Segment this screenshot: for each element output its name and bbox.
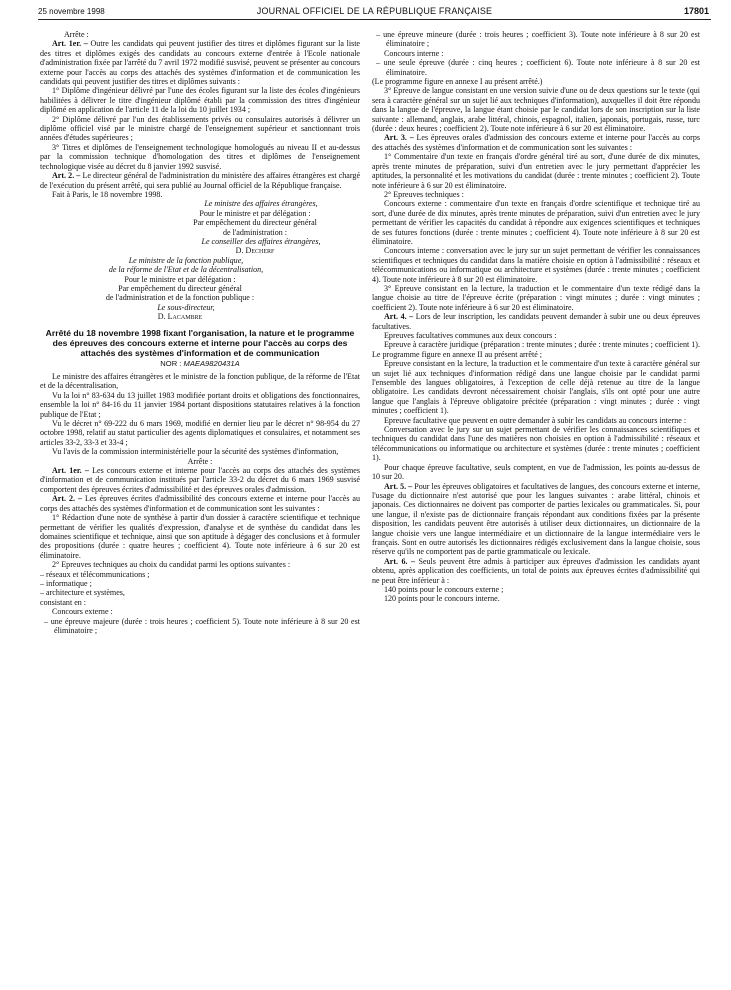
visa: Vu l'avis de la commission interministérielle pour la sécurité des systèmes d'information,	[52, 447, 339, 457]
decree-title: Arrêté du 18 novembre 1998 fixant l'organisation, la nature et le programme des épreuves des concours externe et interne pour l'accès au corps des attachés des systèmes d'information et de communication	[45, 327, 355, 358]
signature-line: Le ministre de la fonction publique,	[128, 255, 244, 265]
visa: Vu le décret n° 69-222 du 6 mars 1969, modifié en dernier lieu par le décret n° 98-954 du 27 octobre 1998, relatif au statut particulier des agents diplomatiques et consulaires, et notamment ses articles 33-2, 33-3 et 33-4 ;	[40, 419, 360, 447]
list-item: – une épreuve mineure (durée : trois heures ; coefficient 3). Toute note inférieure à 8 sur 20 est éliminatoire ;	[376, 30, 700, 49]
signature-line: de l'administration :	[222, 227, 288, 237]
article-label: Art. 2. –	[52, 494, 82, 504]
article-2	[40, 494, 360, 513]
article-label: Art. 6. –	[384, 556, 416, 566]
article-text: Les concours externe et interne pour l'accès au corps des attachés des systèmes d'information et de communication institués par l'article 33-2 du décret du 6 mars 1969 susvisé comportent des épreuves écrites d'admissibilité et des épreuves orales d'admission.	[40, 466, 361, 494]
subheading: Concours externe :	[52, 607, 113, 617]
paragraph: Epreuve consistant en la lecture, la traduction et le commentaire d'un texte à caractère général sur un sujet lié aux techniques d'information rédigé dans une langue choisie par le candidat parmi l'ensemble des langues obligatoires, à l'exception de celle déjà retenue au titre de la langue obligatoire. Les candidats devront nécessairement choisir l'anglais, s'ils ont opté pour une autre langue que l'anglais à l'épreuve obligatoire précitée (préparation : vingt minutes ; durée : vingt minutes ; coefficient 1).	[372, 359, 700, 416]
paragraph: Pour chaque épreuve facultative, seuls comptent, en vue de l'admission, les points au-dessus de 10 sur 20.	[372, 462, 700, 482]
article-text: Les épreuves écrites d'admissibilité des concours externe et interne pour l'accès au corps des attachés des systèmes d'information et de communication sont les suivantes :	[40, 494, 361, 513]
article-3	[372, 133, 700, 152]
signatory-name: D. Decherf	[235, 246, 275, 256]
article-label: Art. 5. –	[384, 481, 413, 491]
journal-title: JOURNAL OFFICIEL DE LA RÉPUBLIQUE FRANÇAISE	[256, 6, 493, 16]
article-6	[372, 557, 700, 585]
paragraph: Concours interne : conversation avec le jury sur un sujet permettant de vérifier les connaissances scientifiques et techniques du candidat dans la matière choisie en option à l'admissibilité : réseaux et télécommunications ou informatique ou architecture et systèmes (durée : trente minutes ; coefficient 4). Toute note inférieure à 8 sur 20 est éliminatoire.	[372, 246, 700, 284]
article-label: Art. 3. –	[384, 133, 414, 143]
signature-line: Par empêchement du directeur général	[118, 283, 242, 293]
article-text: Les épreuves orales d'admission des concours externe et interne pour l'accès au corps des attachés des systèmes d'information et de communication sont les suivantes :	[372, 133, 701, 152]
paragraph: 3° Epreuve consistant en la lecture, la traduction et le commentaire d'un texte rédigé dans la langue choisie au titre de l'épreuve écrite (préparation : vingt minutes ; durée : vingt minutes ; coefficient 2). Toute note inférieure à 6 sur 20 est éliminatoire.	[372, 283, 700, 312]
signature-block-2	[40, 256, 360, 322]
paragraph: Epreuve facultative que peuvent en outre demander à subir les candidats au concours interne :	[384, 415, 687, 425]
signature-line: Pour le ministre et par délégation :	[199, 208, 311, 218]
paragraph: (Le programme figure en annexe I au présent arrêté.)	[372, 77, 543, 87]
paragraph: Epreuve à caractère juridique (préparation : trente minutes ; durée : trente minutes ; coefficient 1). Le programme figure en annexe II au présent arrêté ;	[372, 340, 700, 359]
signature-line: Le sous-directeur,	[157, 302, 215, 312]
paragraph: Concours externe : commentaire d'un texte en français d'ordre scientifique et technique tiré au sort, d'une durée de dix minutes, après trente minutes de préparation, suivi d'un entretien avec le jury permettant de vérifier les capacités du candidat à répondre aux exigences scientifiques et techniques de ses futures fonctions (durée : trente minutes ; coefficient 4). Toute note inférieure à 8 sur 20 est éliminatoire.	[372, 199, 700, 246]
visa: Vu la loi n° 83-634 du 13 juillet 1983 modifiée portant droits et obligations des fonctionnaires, ensemble la loi n° 84-16 du 11 janvier 1984 portant dispositions statutaires relatives à la fonction publique de l'Etat ;	[40, 390, 360, 419]
left-column	[40, 30, 360, 635]
article-text: Le directeur général de l'administration du ministère des affaires étrangères est chargé de l'exécution du présent arrêté, qui sera publié au Journal officiel de la République française.	[40, 171, 361, 190]
header-rule	[38, 19, 711, 20]
option-item: – réseaux et télécommunications ;	[40, 569, 150, 579]
article-1	[40, 39, 360, 86]
nor-code: MAEA9820431A	[183, 358, 240, 368]
article-label: Art. 2. –	[52, 171, 81, 181]
signatory-name: D. Lacambre	[157, 312, 203, 322]
signature-block-1	[40, 199, 360, 255]
paragraph: Epreuves facultatives communes aux deux concours :	[384, 331, 557, 340]
paragraph: 2° Epreuves techniques :	[384, 189, 464, 199]
preamble: Le ministre des affaires étrangères et le ministre de la fonction publique, de la réforme de l'Etat et de la décentralisation,	[40, 372, 360, 391]
paragraph: 1° Commentaire d'un texte en français d'ordre général tiré au sort, d'une durée de dix minutes, après trente minutes de préparation, suivi d'un entretien avec le jury permettant d'apprécier les aptitudes, la personnalité et les motivations du candidat (durée : trente minutes ; coefficient 2). Toute note inférieure à 6 sur 20 est éliminatoire.	[372, 152, 700, 190]
article-1	[40, 466, 360, 494]
paragraph: Conversation avec le jury sur un sujet permettant de vérifier les connaissances scientifiques et techniques du candidat dans l'une des matières non choisies en option à l'admissibilité : réseaux et télécommunications ou informatique ou architecture et systèmes (durée : trente minutes ; coefficient 1).	[372, 425, 700, 463]
signature-line: Le ministre des affaires étrangères,	[204, 199, 318, 209]
paragraph: 140 points pour le concours externe ;	[384, 584, 504, 594]
signature-line: Pour le ministre et par délégation :	[124, 274, 236, 284]
arrete-heading: Arrête :	[64, 30, 89, 39]
header-date: 25 novembre 1998	[38, 7, 105, 16]
article-text: Seuls peuvent être admis à participer aux épreuves d'admission les candidats ayant obtenu, après application des coefficients, un total de points aux épreuves écrites d'admissibilité qui ne peut être inférieur à :	[372, 556, 701, 585]
option-item: – architecture et systèmes,	[40, 588, 125, 598]
list-item: 2° Diplôme délivré par l'un des établissements privés ou consulaires autorisés à délivrer un diplôme officiel visé par le ministre chargé de l'enseignement supérieur et sanctionnant trois années d'études supérieures ;	[40, 114, 360, 143]
article-label: Art. 4. –	[384, 312, 414, 322]
subheading: Concours interne :	[384, 48, 444, 58]
article-text: Pour les épreuves obligatoires et facultatives de langues, des concours externe et interne, l'usage du dictionnaire n'est autorisé que pour les langues suivantes : arabe littéral, chinois et japonais. Ces dictionnaires ne doivent pas comporter de parties lexicales ou grammaticales. Si, pour une langue, il n'existe pas de dictionnaire français répondant aux conditions fixées par la présente disposition, les candidats peuvent être autorisés à utiliser deux dictionnaires, un dictionnaire de la langue choisie vers une langue intermédiaire et un dictionnaire de la langue intermédiaire vers le français. Sont en outre autorisés les dictionnaires rédigés exclusivement dans la langue choisie, sous réserve qu'ils ne comportent pas de partie grammaticale ou lexicale.	[372, 481, 701, 557]
paragraph: 3° Epreuve de langue consistant en une version suivie d'une ou de deux questions sur le texte (qui sera à caractère général sur un sujet lié aux techniques d'information), auxquelles il doit être répondu dans la langue de l'épreuve, la langue étant choisie par le candidat lors de son inscription sur la liste suivante : allemand, anglais, arabe littéral, chinois, espagnol, italien, japonais, portugais, russe, turc (durée : deux heures ; coefficient 2). Toute note inférieure à 6 sur 20 est éliminatoire.	[372, 86, 700, 134]
article-text: Lors de leur inscription, les candidats peuvent demander à subir une ou deux épreuves facultatives.	[372, 312, 701, 331]
text-line: consistant en :	[40, 597, 87, 607]
list-item: 2° Epreuves techniques au choix du candidat parmi les options suivantes :	[52, 560, 291, 570]
page-header	[38, 4, 711, 18]
right-column	[372, 30, 700, 604]
article-2	[40, 171, 360, 190]
article-5	[372, 482, 700, 557]
option-item: – informatique ;	[40, 578, 92, 588]
list-item: 1° Rédaction d'une note de synthèse à partir d'un dossier à caractère scientifique et technique permettant de vérifier les qualités d'expression, d'analyse et de synthèse du candidat dans les domaines scientifique et technique, ainsi que son aptitude à dégager des conclusions et à formuler des propositions (durée : quatre heures ; coefficient 4). Toute note inférieure à 6 sur 20 est éliminatoire.	[40, 513, 360, 560]
signature-line: Par empêchement du directeur général	[193, 218, 317, 228]
list-item: – une seule épreuve (durée : cinq heures ; coefficient 6). Toute note inférieure à 8 sur 20 est éliminatoire.	[376, 58, 700, 77]
article-label: Art. 1er. –	[52, 466, 89, 476]
arrete-heading: Arrête :	[187, 456, 213, 466]
article-4	[372, 312, 700, 331]
article-text: Outre les candidats qui peuvent justifier des titres et diplômes figurant sur la liste des titres et diplômes exigés des candidats au concours externe d'entrée à l'Ecole nationale d'administration fixée par l'arrêté du 7 avril 1972 modifié susvisé, peuvent se présenter au concours externe pour l'accès au corps des attachés des systèmes d'information et de communication les candidats qui peuvent justifier des titres et diplômes suivants :	[40, 39, 361, 87]
fait-line: Fait à Paris, le 18 novembre 1998.	[52, 189, 163, 199]
signature-line: Le conseiller des affaires étrangères,	[201, 236, 321, 246]
nor-label: NOR :	[160, 358, 182, 368]
list-item: 1° Diplôme d'ingénieur délivré par l'une des écoles figurant sur la liste des écoles d'ingénieurs habilitées à délivrer le titre d'ingénieur diplômé établi par la commission des titres d'ingénieur diplômé en application de l'article 11 de la loi du 10 juillet 1934 ;	[40, 86, 360, 115]
signature-line: de l'administration et de la fonction publique :	[105, 293, 255, 303]
paragraph: 120 points pour le concours interne.	[384, 594, 500, 604]
page-number: 17801	[683, 6, 709, 16]
nor-reference	[40, 359, 360, 368]
list-item: 3° Titres et diplômes de l'enseignement technologique homologués au niveau II et au-dessus par la commission technique d'homologation des titres et diplômes de l'enseignement technologique visée au décret du 8 janvier 1992 susvisé.	[40, 142, 360, 171]
article-label: Art. 1er. –	[52, 39, 88, 49]
signature-line: de la réforme de l'Etat et de la décentralisation,	[108, 265, 264, 275]
list-item: – une épreuve majeure (durée : trois heures ; coefficient 5). Toute note inférieure à 8 sur 20 est éliminatoire ;	[44, 616, 360, 635]
